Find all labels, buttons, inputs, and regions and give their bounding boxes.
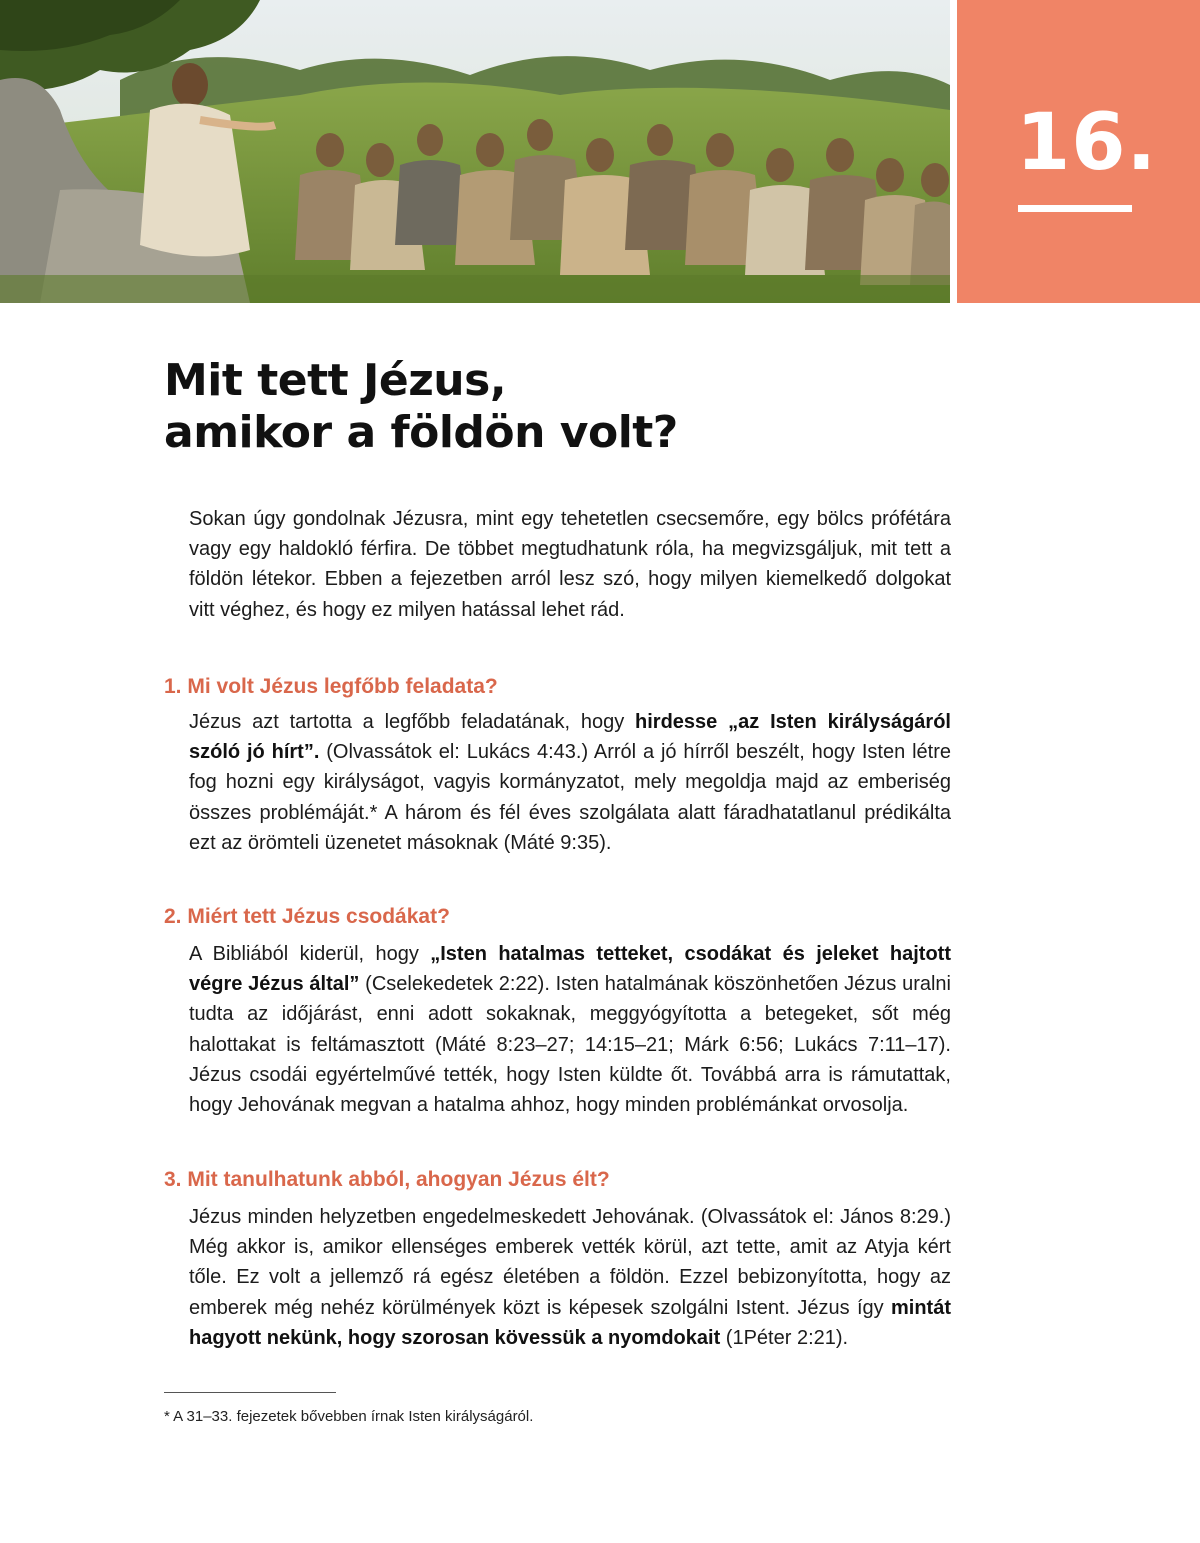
answer-1-bold: hirdesse „az Isten királyságáról szóló jó hírt”. bbox=[189, 711, 951, 764]
footnote-divider bbox=[164, 1392, 336, 1393]
answer-2-text-b: (Cselekedetek 2:22). Isten hatalmának köszönhetően Jézus uralni tudta az időjárást, enni adott sokaknak, meggyógyította a betegeket, sőt még halottakat is feltámasztott (Máté 8:23–27; 14:15–21; Márk 6:56; Lukács 7:11–17). Jézus csodái egyértelművé tették, hogy Isten küldte őt. Továbbá arra is rámutattak, hogy Jehovának megvan a hatalma ahhoz, hogy minden problémánkat orvosolja. bbox=[189, 973, 951, 1117]
answer-2-text-a: A Bibliából kiderül, hogy bbox=[189, 943, 431, 965]
answer-3-text-b: (1Péter 2:21). bbox=[720, 1326, 849, 1349]
question-1: 1. Mi volt Jézus legfőbb feladata? bbox=[164, 675, 498, 698]
hero-image bbox=[0, 0, 950, 303]
question-3: 3. Mit tanulhatunk abból, ahogyan Jézus élt? bbox=[164, 1168, 610, 1191]
footnote: * A 31–33. fejezetek bővebben írnak Isten királyságáról. bbox=[164, 1408, 534, 1425]
title-line-2: amikor a földön volt? bbox=[164, 407, 678, 458]
intro-paragraph: Sokan úgy gondolnak Jézusra, mint egy tehetetlen csecsemőre, egy bölcs prófétára vagy egy haldokló férfira. De többet megtudhatunk róla, ha megvizsgáljuk, mit tett a földön létekor. Ebben a fejezetben arról lesz szó, hogy milyen kiemelkedő dolgokat vitt véghez, és hogy ez milyen hatással lehet rád. bbox=[189, 508, 951, 621]
chapter-number: 16. bbox=[1016, 98, 1158, 188]
title-line-1: Mit tett Jézus, bbox=[164, 355, 507, 406]
answer-3-text-a: Jézus minden helyzetben engedelmeskedett Jehovának. (Olvassátok el: János 8:29.) Még akkor is, amikor ellenséges emberek vették körül, azt tette, amit az Atyja kért tőle. Ez volt a jellemző rá egész életében a földön. Ezzel bebizonyította, hogy az emberek még nehéz körülmények közt is képesek szolgálni Istent. Jézus így bbox=[189, 1206, 951, 1319]
question-2: 2. Miért tett Jézus csodákat? bbox=[164, 905, 450, 928]
answer-1-text-a: Jézus azt tartotta a legfőbb feladatának, hogy bbox=[189, 711, 636, 733]
answer-1-text-b: (Olvassátok el: Lukács 4:43.) Arról a jó hírről beszélt, hogy Isten létre fog hozni egy királyságot, vagyis kormányzatot, mely megoldja majd az emberiség összes problémáját.* A három és fél éves szolgálata alatt fáradhatatlanul prédikálta ezt az örömteli üzenetet másoknak (Máté 9:35). bbox=[189, 741, 951, 854]
answer-2 bbox=[189, 939, 951, 1120]
answer-3 bbox=[189, 1202, 951, 1353]
page-title bbox=[164, 355, 678, 459]
answer-2-bold: „Isten hatalmas tetteket, csodákat és jeleket hajtott végre Jézus által” bbox=[189, 943, 951, 996]
chapter-underline bbox=[1018, 205, 1132, 212]
answer-3-bold: mintát hagyott nekünk, hogy szorosan kövessük a nyomdokait bbox=[189, 1296, 951, 1349]
answer-1 bbox=[189, 707, 951, 858]
